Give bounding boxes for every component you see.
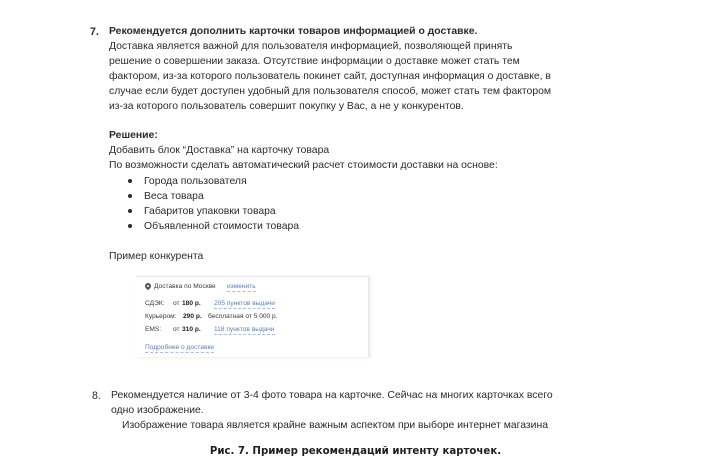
change-city-link[interactable]: изменить [227, 283, 256, 290]
bullet-item: Объявленной стоимости товара [144, 221, 300, 232]
bullet-dot [128, 179, 132, 183]
section-7-paragraph-line: решение о совершении заказа. Отсутствие информации о доставке может стать тем [109, 56, 520, 67]
pickup-points-link[interactable]: 205 пунктов выдачи [214, 300, 275, 307]
delivery-price-prefix: от [173, 300, 180, 307]
section-8-line: одно изображение. [111, 405, 204, 416]
delivery-price: 290 р. [183, 313, 202, 320]
solution-line: Добавить блок “Доставка” на карточку товара [109, 145, 330, 156]
delivery-note: бесплатная от 5 000 р. [208, 313, 278, 320]
bullet-item: Веса товара [144, 191, 204, 202]
pickup-points-link[interactable]: 118 пунктов выдачи [214, 326, 275, 333]
delivery-price: 310 р. [182, 326, 201, 333]
location-pin-icon [144, 282, 152, 290]
competitor-label: Пример конкурента [109, 251, 204, 262]
delivery-price: 180 р. [182, 300, 201, 307]
competitor-delivery-widget [136, 276, 369, 357]
section-7-paragraph-line: из-за которого пользователь совершит покупку у Вас, а не у конкурентов. [109, 101, 464, 112]
section-7-heading: Рекомендуется дополнить карточки товаров информацией о доставке. [109, 26, 478, 37]
bullet-item: Габаритов упаковки товара [144, 206, 276, 217]
delivery-price-prefix: от [173, 326, 180, 333]
section-7-paragraph-line: случае если будет доступен удобный для пользователя способ, может стать тем фактором [109, 86, 552, 97]
delivery-city-text: Доставка по Москве [154, 283, 216, 290]
bullet-dot [128, 194, 132, 198]
section-8-line: Рекомендуется наличие от 3-4 фото товара на карточке. Сейчас на многих карточках всего [111, 390, 553, 401]
delivery-method-name: EMS: [145, 326, 162, 333]
bullet-dot [128, 224, 132, 228]
delivery-method-name: Курьером: [145, 313, 177, 320]
section-7-paragraph-line: фактором, из-за которого пользователь покинет сайт, доступная информация о доставке, в [109, 71, 551, 82]
section-7-paragraph-line: Доставка является важной для пользователя информацией, позволяющей принять [109, 41, 513, 52]
delivery-details-link[interactable]: Подробнее о доставке [145, 344, 215, 351]
solution-label: Решение: [109, 130, 158, 141]
solution-line: По возможности сделать автоматический расчет стоимости доставки на основе: [109, 160, 498, 171]
delivery-method-name: СДЭК: [145, 300, 165, 307]
section-8-number: 8. [92, 390, 101, 402]
section-8-line: Изображение товара является крайне важным аспектом при выборе интернет магазина [122, 420, 548, 431]
bullet-dot [128, 209, 132, 213]
bullet-item: Города пользователя [144, 176, 247, 187]
figure-caption: Рис. 7. Пример рекомендаций интенту карточек. [209, 446, 502, 457]
section-7-number: 7. [90, 26, 99, 38]
